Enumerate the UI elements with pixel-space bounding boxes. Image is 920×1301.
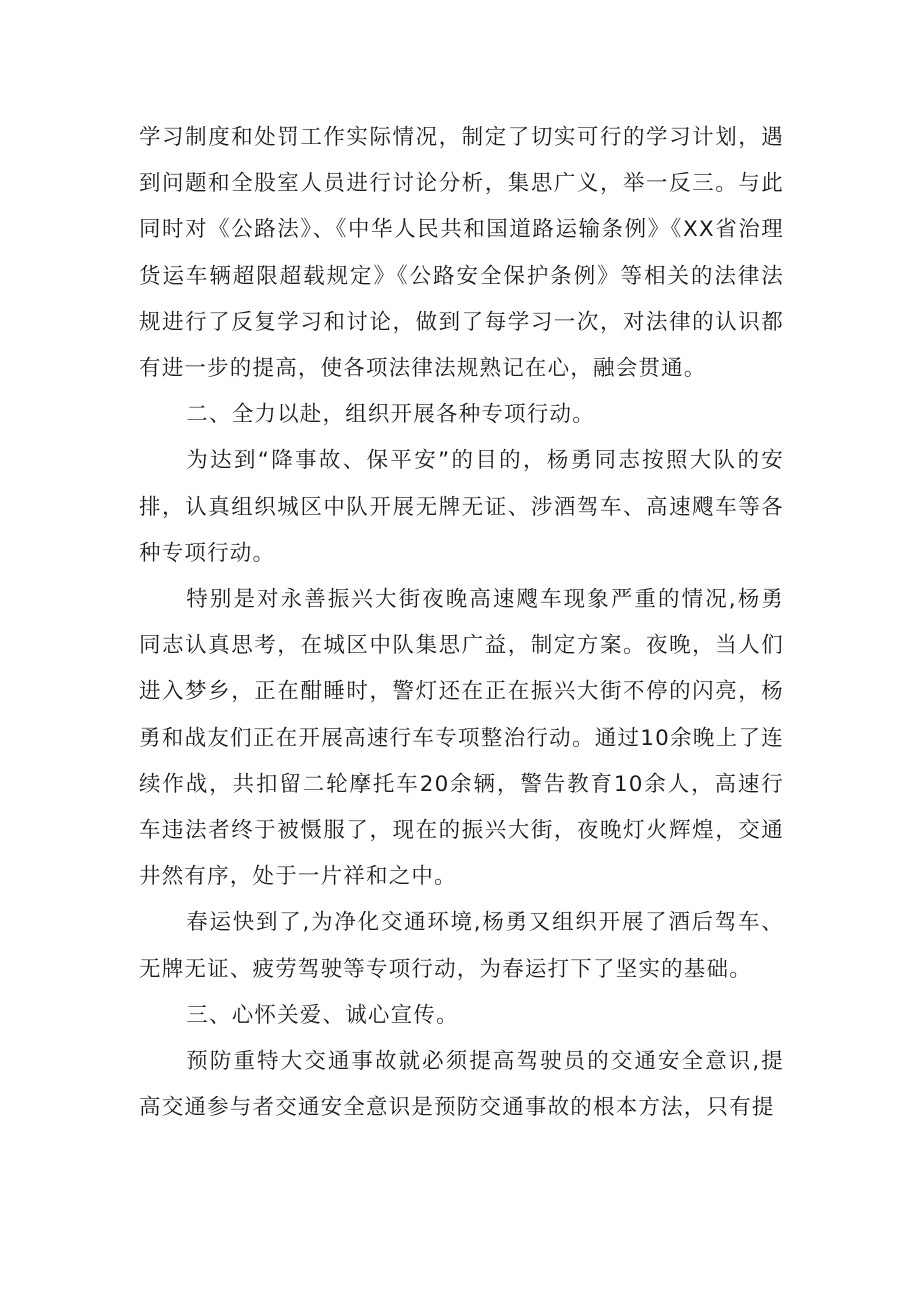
section-heading-3: 三、心怀关爱、诚心宣传。 (186, 1002, 459, 1028)
paragraph-campaign-goal: 为达到“降事故、保平安”的目的，杨勇同志按照大队的安排，认真组织城区中队开展无牌无证、涉酒驾车、高速飕车等各种专项行动。 (139, 448, 784, 566)
paragraph-prevention: 预防重特大交通事故就必须提高驾驶员的交通安全意识,提高交通参与者交通安全意识是预防交通事故的根本方法，只有提 (139, 1049, 784, 1121)
paragraph-continuation: 学习制度和处罚工作实际情况，制定了切实可行的学习计划，遇到问题和全股室人员进行讨论分析，集思广义，举一反三。与此同时对《公路法》、《中华人民共和国道路运输条例》《XX省治理货运车辆超限超载规定》《公路安全保护条例》等相关的法律法规进行了反复学习和讨论，做到了每学习一次，对法律的认识都有进一步的提高，使各项法律法规熟记在心，融会贯通。 (139, 125, 784, 382)
paragraph-spring-festival: 春运快到了,为净化交通环境,杨勇又组织开展了酒后驾车、无牌无证、疲劳驾驶等专项行动，为春运打下了坚实的基础。 (139, 910, 784, 982)
section-heading-2: 二、全力以赴，组织开展各种专项行动。 (186, 402, 595, 428)
paragraph-night-operation: 特别是对永善振兴大街夜晚高速飕车现象严重的情况,杨勇同志认真思考，在城区中队集思广益，制定方案。夜晚，当人们进入梦乡，正在酣睡时，警灯还在正在振兴大街不停的闪亮，杨勇和战友们正在开展高速行车专项整治行动。通过10余晚上了连续作战，共扣留二轮摩托车20余辆，警告教育10余人，高速行车违法者终于被慑服了，现在的振兴大街，夜晚灯火辉煌，交通井然有序，处于一片祥和之中。 (139, 587, 784, 890)
document-body (139, 115, 784, 1131)
